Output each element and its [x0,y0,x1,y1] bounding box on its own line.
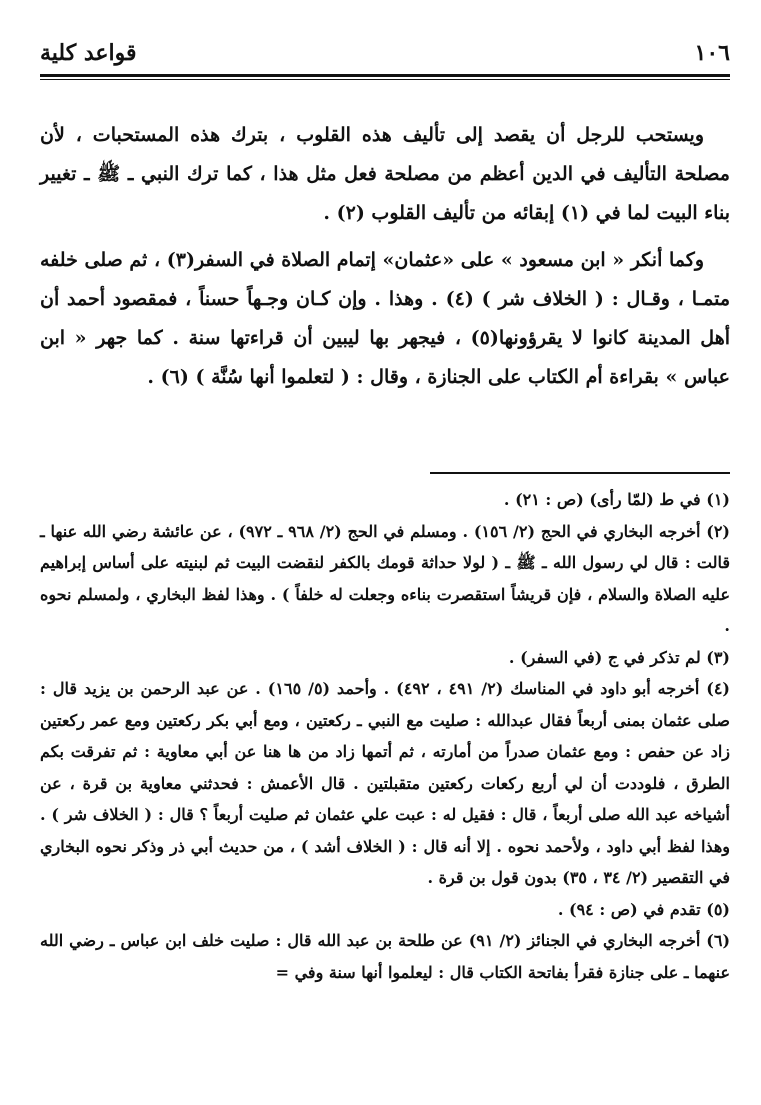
footnote: (٥) تقدم في (ص : ٩٤) . [557,899,730,919]
page-number: ١٠٦ [694,40,730,66]
running-title: قواعد كلية [40,40,137,66]
main-text [40,116,730,405]
footnote: (٤) أخرجه أبو داود في المناسك (٢/ ٤٩١ ، ٤٩٢) . وأحمد (٥/ ١٦٥) . عن عبد الرحمن بن يزيد قال : صلى عثمان بمنى أربعاً فقال عبدالله : صليت مع النبي ـ ركعتين ، ومع أبي بكر ركعتين ومع عمر ركعتين زاد عن حفص : ومع عثمان صدراً من أمارته ، ثم أتمها زاد من ها هنا عن أبي معاوية : ثم تفرقت بكم الطرق ، فلوددت أن لي أربع ركعات ركعتين متقبلتين . قال الأعمش : فحدثني معاوية بن قرة ، عن أشياخه عبد الله صلى أربعاً ، قال : فقيل له : عبت علي عثمان ثم صليت أربعاً ؟ قال : ( الخلاف شر ) . وهذا لفظ أبي داود ، ولأحمد نحوه . إلا أنه قال : ( الخلاف أشد ) ، من حديث أبي ذر وذكر نحوه البخاري في التقصير (٢/ ٣٤ ، ٣٥) بدون قول بن قرة . [40,679,730,887]
footnote-separator [430,472,730,474]
header-rule [40,74,730,77]
footnote: (١) في ط (لمّا رأى) (ص : ٢١) . [503,490,730,509]
book-page [40,30,730,1090]
paragraph: ويستحب للرجل أن يقصد إلى تأليف هذه القلوب ، بترك هذه المستحبات ، لأن مصلحة التأليف في الدين أعظم من مصلحة فعل مثل هذا ، كما ترك النبي ـ ﷺ ـ تغيير بناء البيت لما في (١) إبقائه من تأليف القلوب (٢) . [40,124,730,224]
footnotes [40,484,730,988]
footnote: (٢) أخرجه البخاري في الحج (٢/ ١٥٦) . ومسلم في الحج (٢/ ٩٦٨ ـ ٩٧٢) ، عن عائشة رضي الله عنها ـ قالت : قال لي رسول الله ـ ﷺ ـ ( لولا حداثة قومك بالكفر لنقضت البيت ثم لبنيته على أساس إبراهيم عليه الصلاة والسلام ، فإن قريشاً استقصرت بناءه وجعلت له خلفاً ) . وهذا لفظ البخاري ، ولمسلم نحوه . [40,521,730,635]
page-header [40,38,730,78]
paragraph: وكما أنكر « ابن مسعود » على «عثمان» إتمام الصلاة في السفر(٣) ، ثم صلى خلفه متمـا ، وقـال : ( الخلاف شر ) (٤) . وهذا . وإن كـان وجـهاً حسناً ، فمقصود أحمد أن أهل المدينة كانوا لا يقرؤونها(٥) ، فيجهر بها ليبين أن قراءتها سنة . كما جهر « ابن عباس » بقراءة أم الكتاب على الجنازة ، وقال : ( لتعلموا أنها سُنَّة ) (٦) . [40,249,730,388]
footnote: (٣) لم تذكر في ج (في السفر) . [508,647,730,667]
header-rule-thin [40,79,730,80]
footnote: (٦) أخرجه البخاري في الجنائز (٢/ ٩١) عن طلحة بن عبد الله قال : صليت خلف ابن عباس ـ رضي الله عنهما ـ على جنازة فقرأ بفاتحة الكتاب قال : ليعلموا أنها سنة وفي = [40,931,731,982]
